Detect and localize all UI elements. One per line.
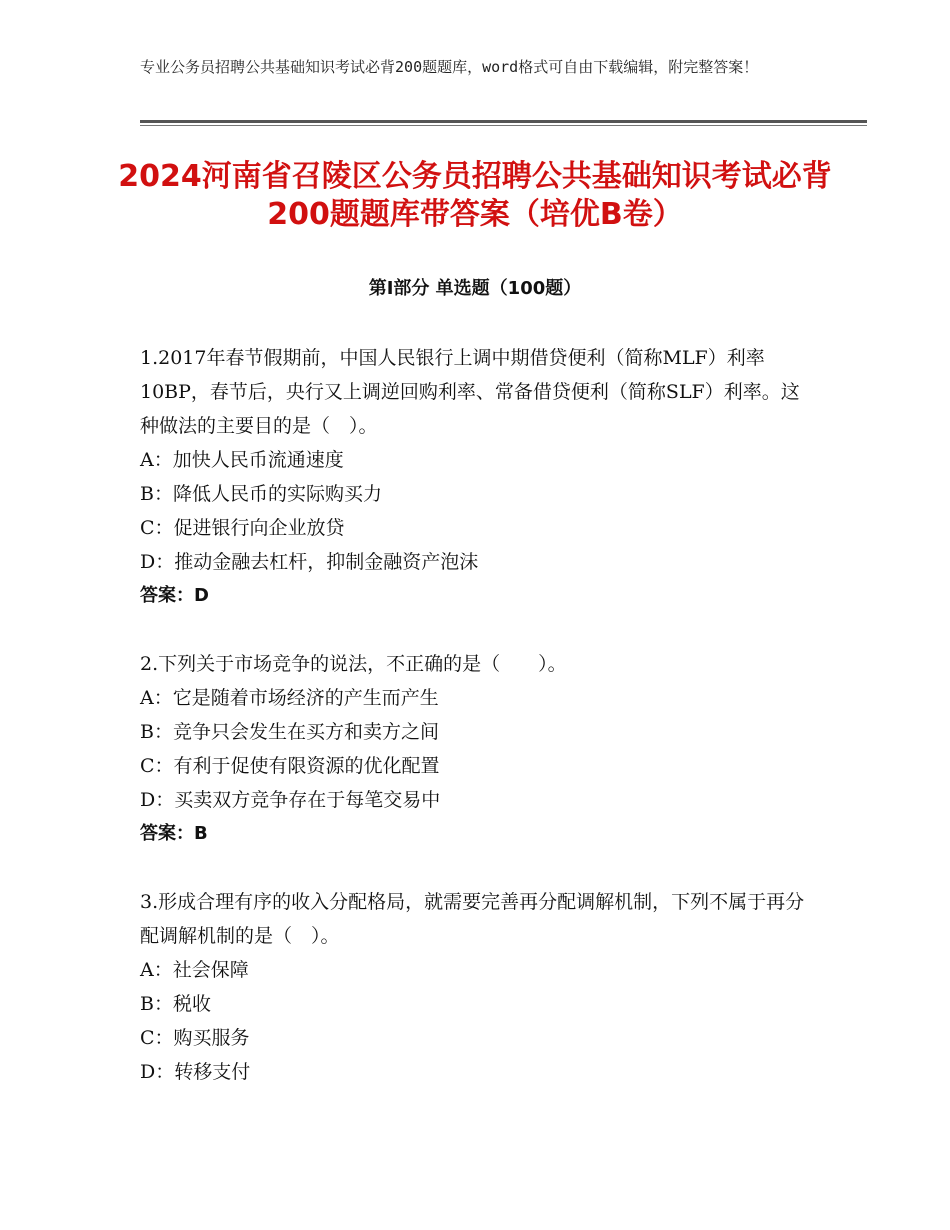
option-d: D：买卖双方竞争存在于每笔交易中 (140, 789, 441, 811)
option-a: A：它是随着市场经济的产生而产生 (140, 687, 439, 709)
option-c: C：有利于促使有限资源的优化配置 (140, 755, 440, 777)
question-stem: 3.形成合理有序的收入分配格局，就需要完善再分配调解机制，下列不属于再分配调解机制的是（ ）。 (140, 891, 805, 947)
option-a: A：加快人民币流通速度 (140, 449, 344, 471)
option-b: B：竞争只会发生在买方和卖方之间 (140, 721, 439, 743)
option-d: D：转移支付 (140, 1061, 251, 1083)
option-b: B：降低人民币的实际购买力 (140, 483, 382, 505)
option-c: C：购买服务 (140, 1027, 250, 1049)
question-item (140, 341, 810, 613)
option-c: C：促进银行向企业放贷 (140, 517, 345, 539)
option-a: A：社会保障 (140, 959, 249, 981)
option-d: D：推动金融去杠杆，抑制金融资产泡沫 (140, 551, 479, 573)
question-stem: 1.2017年春节假期前，中国人民银行上调中期借贷便利（简称MLF）利率10BP，春节后，央行又上调逆回购利率、常备借贷便利（简称SLF）利率。这种做法的主要目的是（ ）。 (140, 347, 800, 437)
question-item (140, 885, 810, 1089)
header-rule-thick (140, 120, 867, 123)
header-note: 专业公务员招聘公共基础知识考试必背200题题库，word格式可自由下载编辑，附完整答案！ (140, 58, 759, 76)
question-list (140, 341, 810, 1123)
question-answer: 答案：D (140, 585, 209, 606)
header-rule-thin (140, 125, 867, 126)
question-stem: 2.下列关于市场竞争的说法，不正确的是（ ）。 (140, 653, 567, 675)
section-title: 第Ⅰ部分 单选题（100题） (368, 278, 582, 299)
question-answer: 答案：B (140, 823, 208, 844)
option-b: B：税收 (140, 993, 211, 1015)
question-item (140, 647, 810, 851)
document-title: 2024河南省召陵区公务员招聘公共基础知识考试必背200题题库带答案（培优B卷） (118, 159, 832, 232)
